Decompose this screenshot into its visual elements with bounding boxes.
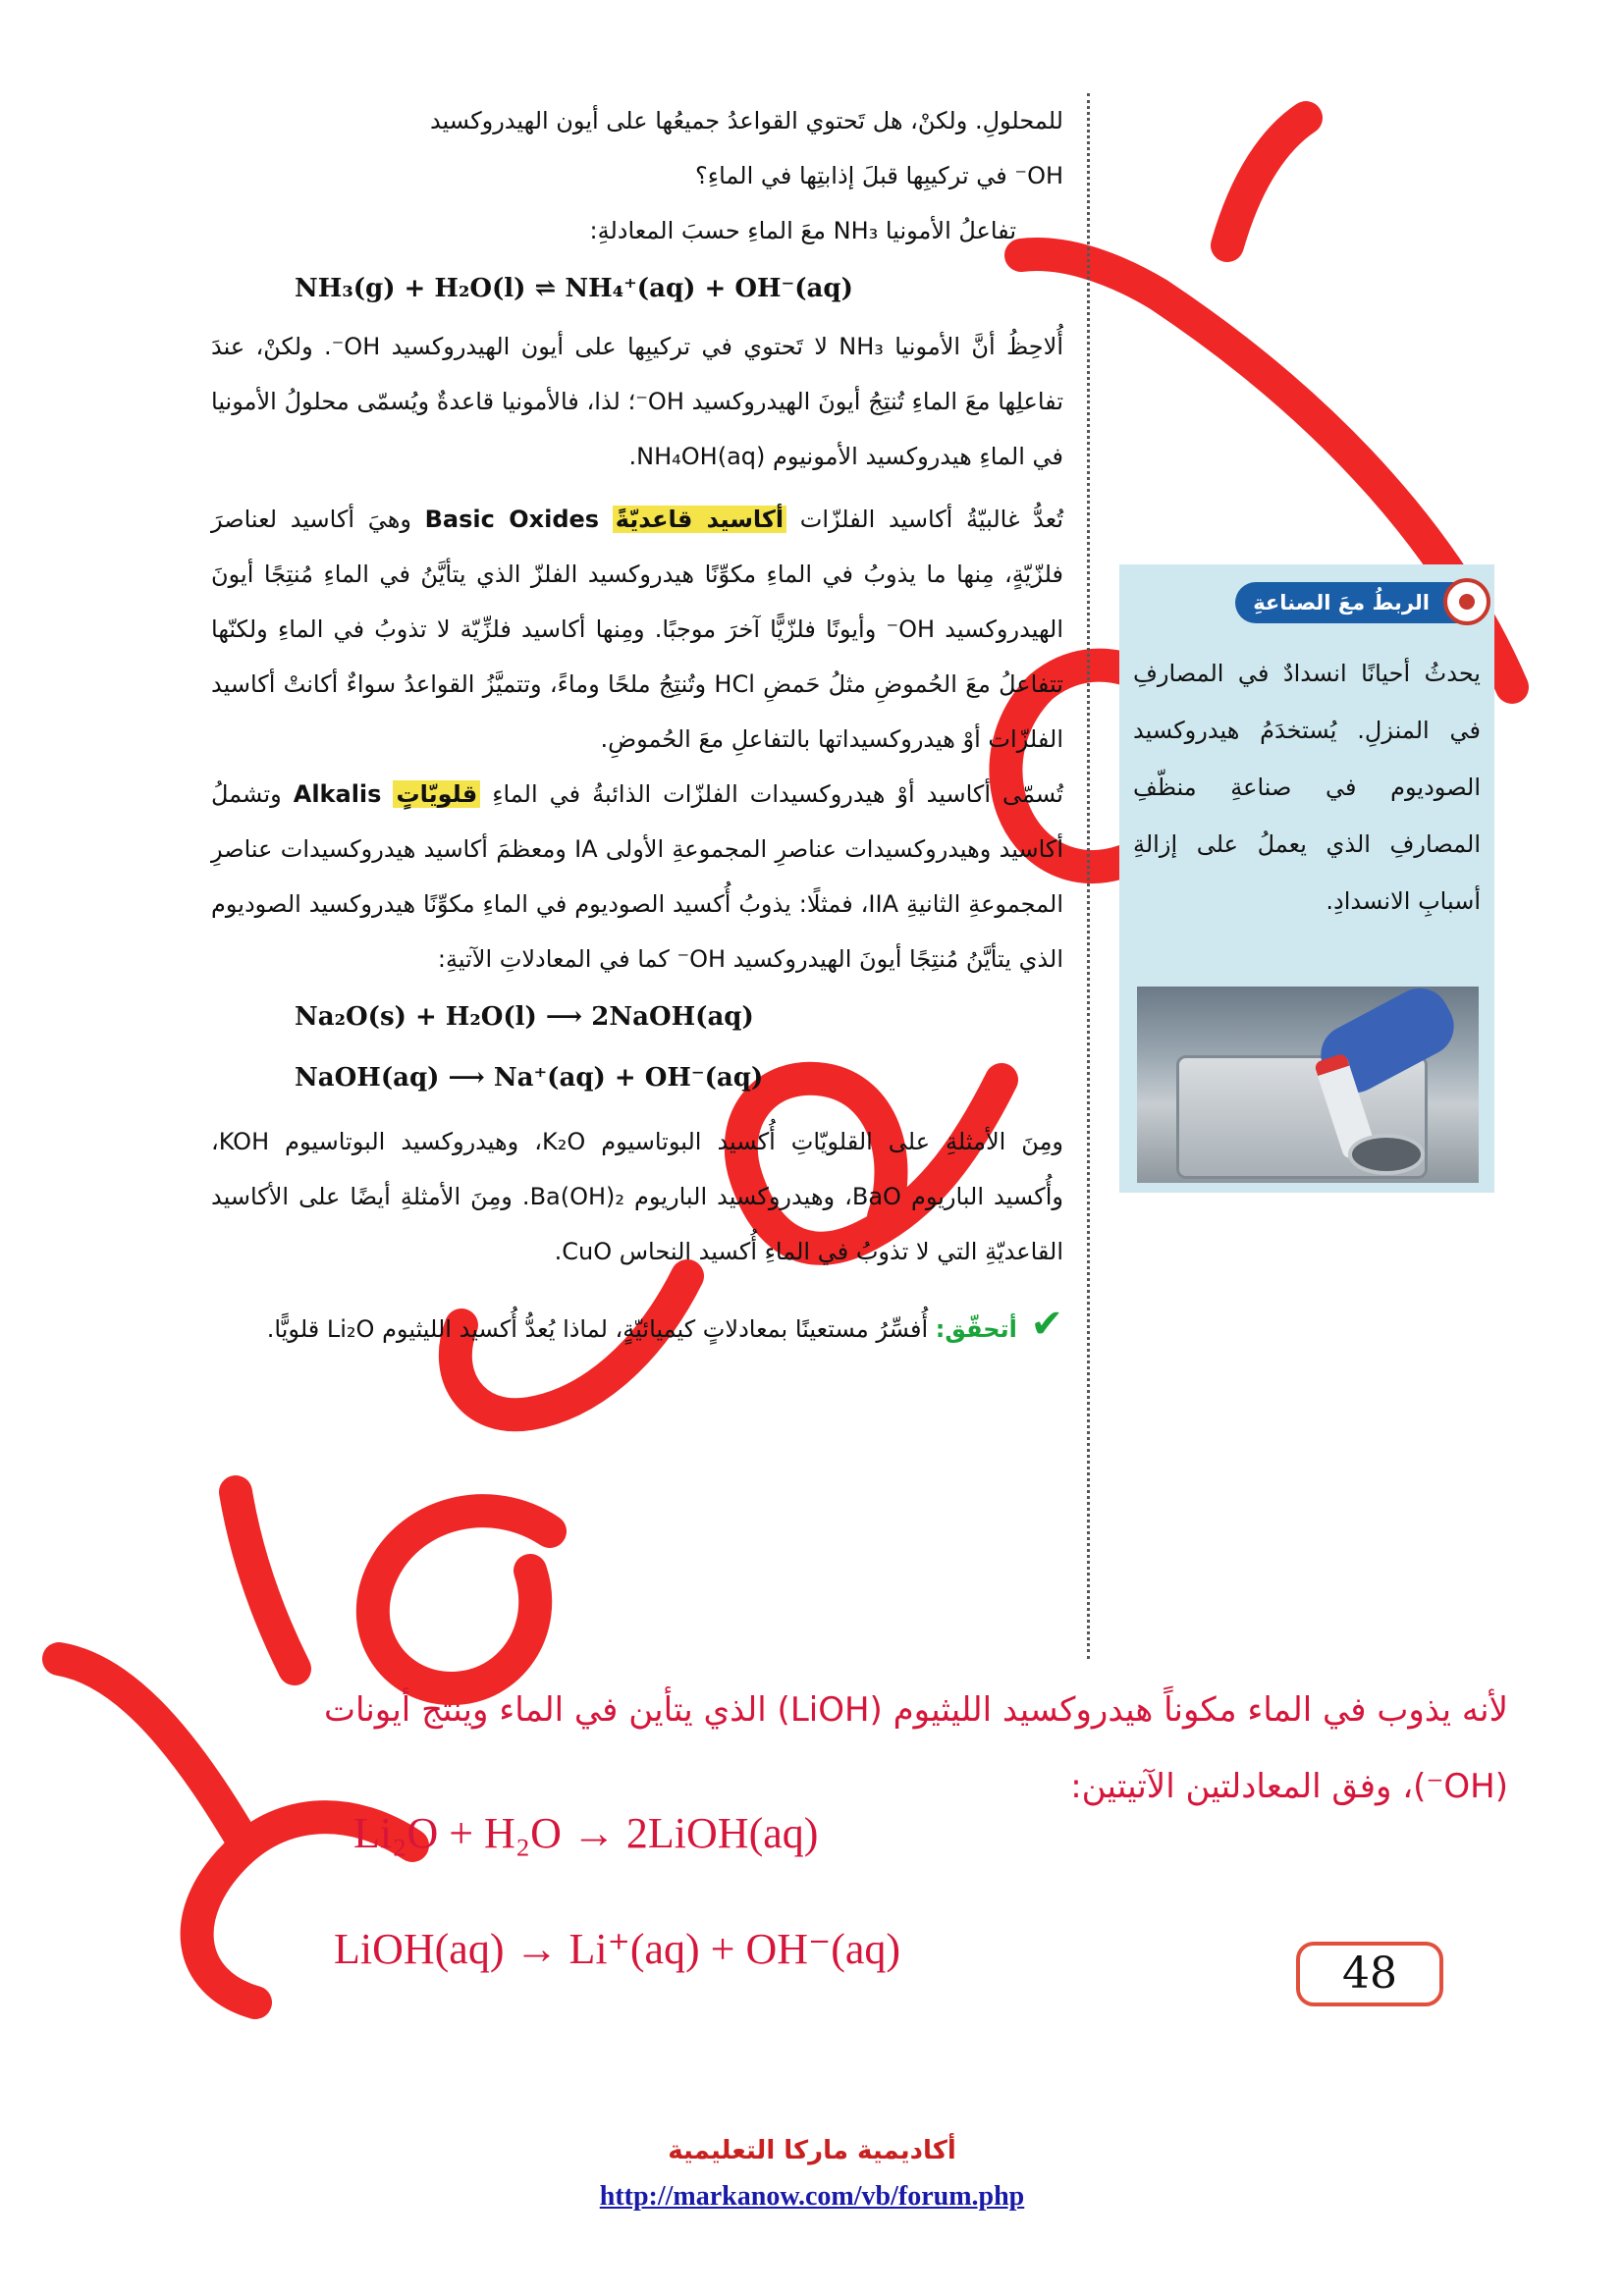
- gear-icon: [1443, 578, 1490, 625]
- paragraph-ammonia-intro: تفاعلُ الأمونيا NH₃ معَ الماءِ حسبَ المعادلةِ:: [589, 217, 1016, 244]
- basic-oxides-english: Basic Oxides: [424, 506, 600, 533]
- answer-line-1: لأنه يذوب في الماء مكوناً هيدروكسيد الليثيوم (LiOH) الذي يتأين في الماء وينتج أيونات: [323, 1690, 1508, 1730]
- footer-url-link[interactable]: http://markanow.com/vb/forum.php: [599, 2181, 1025, 2212]
- check-label: أتحقّق:: [935, 1315, 1017, 1343]
- basic-oxides-intro: تُعدُّ غالبيّةُ أكاسيد الفلزّات: [799, 506, 1064, 533]
- alkalis-body: وتشملُ أكاسيد وهيدروكسيدات عناصرِ المجموعةِ الأولى IA ومعظمَ أكاسيد هيدروكسيدات عناصرِ المجموعةِ الثانيةِ IIA، فمثلًا: يذوبُ أُكسيد الصوديوم في الماءِ مكوِّنًا هيدروكسيد الصوديوم الذي يتأيَّنُ مُنتِجًا أيونَ الهيدروكسيد OH⁻ كما في المعادلاتِ الآتيةِ:: [211, 780, 1064, 973]
- sidebar-text: يحدثُ أحيانًا انسدادٌ في المصارفِ في المنزلِ. يُستخدَمُ هيدروكسيد الصوديوم في صناعةِ منظّفِ المصارفِ الذي يعملُ على إزالةِ أسبابِ الانسدادِ.: [1133, 660, 1481, 915]
- sink-drain-photo: [1137, 987, 1479, 1183]
- answer-equation-1: Li₂O + H₂O → 2LiOH(aq): [353, 1809, 819, 1857]
- answer-equation-2: LiOH(aq) → Li⁺(aq) + OH⁻(aq): [334, 1925, 901, 1973]
- paragraph-alkali-examples: ومِنَ الأمثلةِ على القلويّاتِ أُكسيد البوتاسيوم K₂O، وهيدروكسيد البوتاسيوم KOH، وأُكسيد الباريوم BaO، وهيدروكسيد الباريوم Ba(OH)₂. ومِنَ الأمثلةِ أيضًا على الأكاسيد القاعديّةِ التي لا تذوبُ في الماءِ أُكسيد النحاس CuO.: [211, 1128, 1064, 1265]
- sidebar-header: [1235, 582, 1485, 623]
- page-number: 48: [1296, 1942, 1443, 2006]
- check-mark-icon: ✔: [1030, 1302, 1063, 1347]
- main-text-column: [211, 93, 1063, 1357]
- check-question: أُفسِّرُ مستعينًا بمعادلاتٍ كيميائيّةٍ، لماذا يُعدُّ أُكسيد الليثيوم Li₂O قلويًّا.: [266, 1315, 929, 1343]
- paragraph-ammonia-explanation: أُلاحِظُ أنَّ الأمونيا NH₃ لا تَحتوي في تركيبِها على أيون الهيدروكسيد OH⁻. ولكنْ، عندَ تفاعلِها معَ الماءِ تُنتِجُ أيونَ الهيدروكسيد OH⁻؛ لذا، فالأمونيا قاعدةٌ ويُسمّى محلولُ الأمونيا في الماءِ هيدروكسيد الأمونيوم NH₄OH(aq).: [211, 333, 1063, 470]
- sidebar-title: الربطُ معَ الصناعةِ: [1253, 591, 1430, 614]
- paragraph-1-line-2: OH⁻ في تركيبِها قبلَ إذابتِها في الماءِ؟: [695, 162, 1063, 189]
- industry-link-sidebar: [1119, 564, 1494, 1193]
- column-divider: [1087, 93, 1090, 1659]
- basic-oxides-body: وهيَ أكاسيد لعناصرَ فلزّيّةٍ، مِنها ما يذوبُ في الماءِ مكوِّنًا هيدروكسيد الفلزّ الذي يتأيَّنُ في الماءِ مُنتِجًا أيونَ الهيدروكسيد OH⁻ وأيونًا فلزّيًّا آخرَ موجبًا. ومِنها أكاسيد فلزِّيّة لا تذوبُ في الماءِ ولكنّها تتفاعلُ معَ الحُموضِ مثلُ حَمضِ HCl وتُنتِجُ ملحًا وماءً، وتتميَّزُ القواعدُ سواءٌ أكانتْ أكاسيد الفلزّات أوْ هيدروكسيداتها بالتفاعلِ معَ الحُموضِ.: [211, 506, 1063, 753]
- alkalis-term: قلويّاتٍ: [393, 780, 480, 808]
- paragraph-1-line-1: للمحلولِ. ولكنْ، هل تَحتوي القواعدُ جميعُها على أيون الهيدروكسيد: [429, 107, 1063, 134]
- basic-oxides-term: أكاسيد قاعديّةً: [613, 506, 786, 533]
- equation-sodium-oxide: Na₂O(s) + H₂O(l) ⟶ 2NaOH(aq): [295, 1002, 754, 1032]
- alkalis-intro: تُسمّى أكاسيد أوْ هيدروكسيدات الفلزّات الذائبةُ في الماءِ: [492, 780, 1063, 808]
- alkalis-english: Alkalis: [293, 780, 382, 808]
- footer-academy-name: أكاديمية ماركا التعليمية: [668, 2136, 956, 2165]
- equation-ammonia: NH₃(g) + H₂O(l) ⇌ NH₄⁺(aq) + OH⁻(aq): [295, 274, 853, 303]
- answer-line-2: (OH⁻)، وفق المعادلتين الآتيتين:: [1070, 1767, 1508, 1806]
- equation-sodium-hydroxide: NaOH(aq) ⟶ Na⁺(aq) + OH⁻(aq): [295, 1063, 764, 1093]
